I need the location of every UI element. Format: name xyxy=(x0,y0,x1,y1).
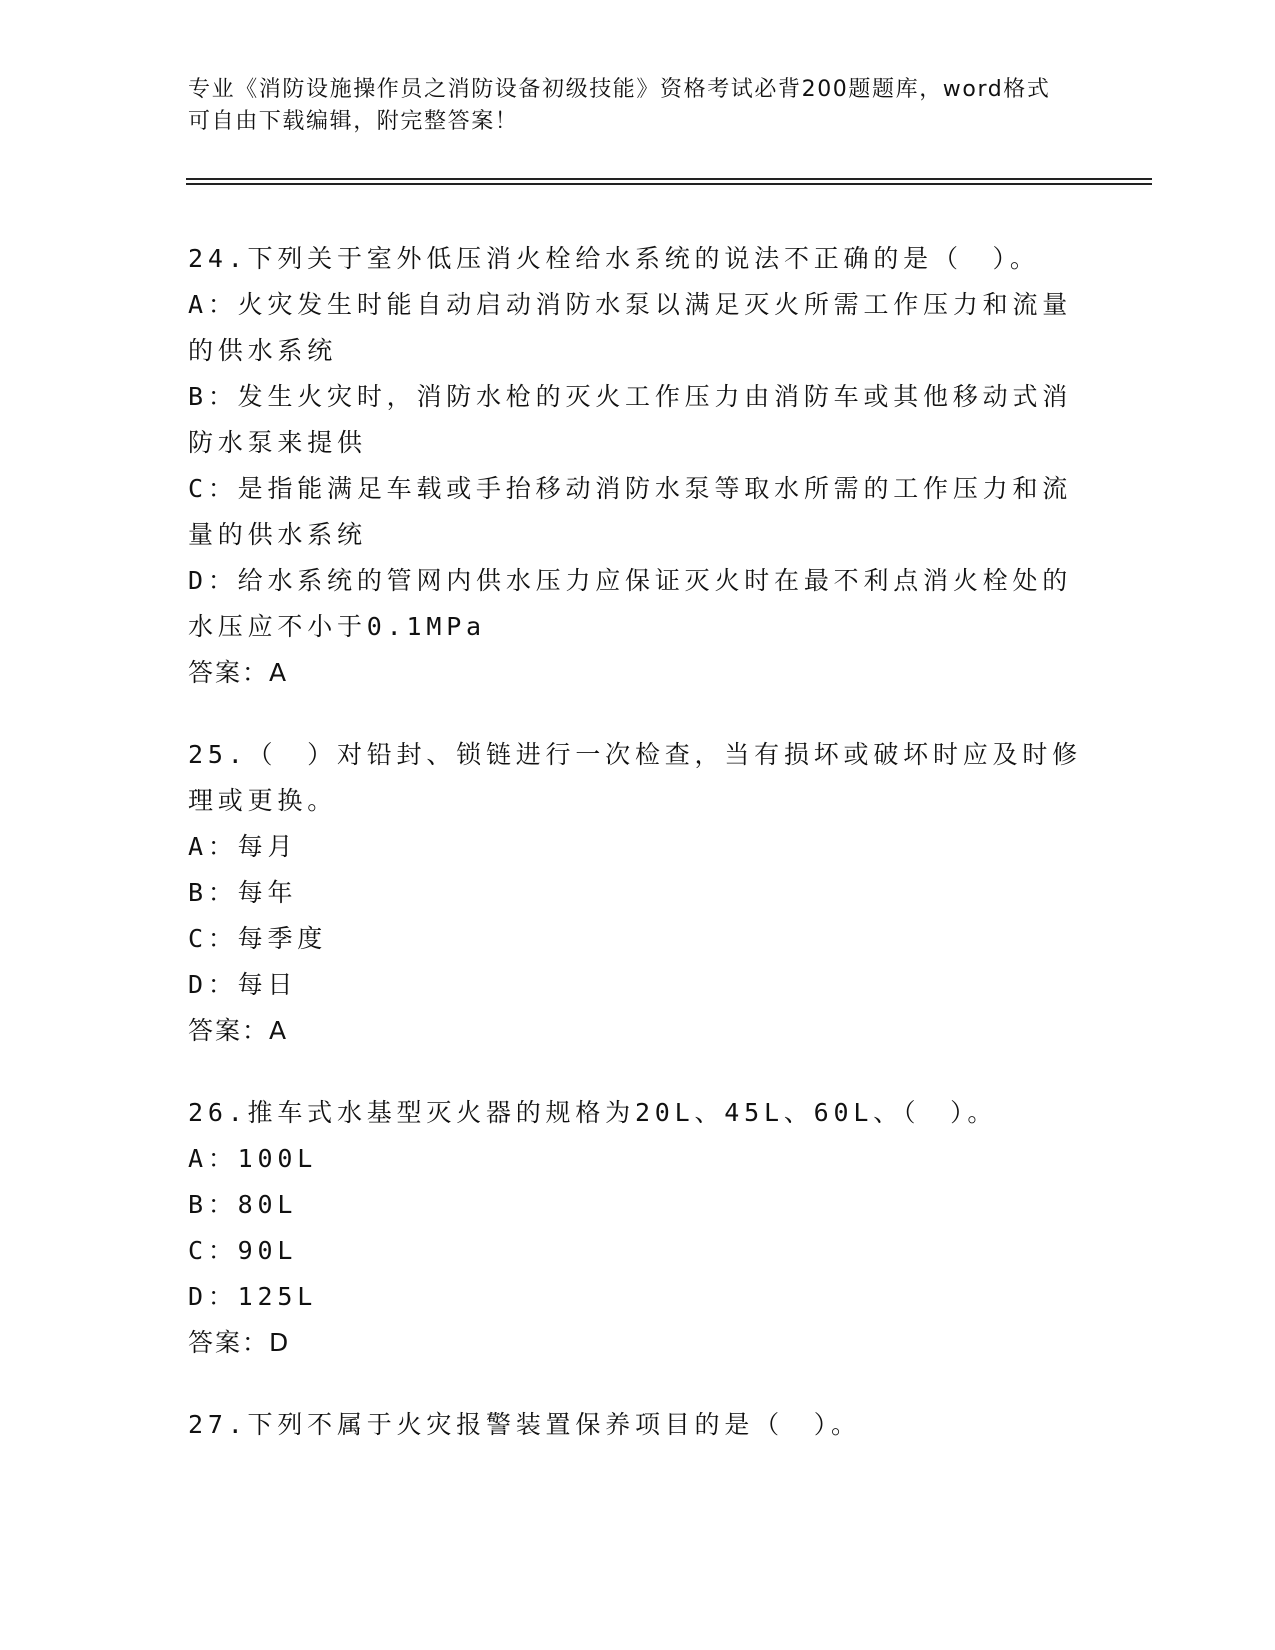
question-stem: 27.下列不属于火灾报警装置保养项目的是（ ）。 xyxy=(188,1410,861,1439)
option-b: B：发生火灾时，消防水枪的灭火工作压力由消防车或其他移动式消防水泵来提供 xyxy=(188,382,1073,457)
option-b: B：80L xyxy=(188,1190,298,1219)
question-27 xyxy=(188,1402,1088,1448)
question-stem: 26.推车式水基型灭火器的规格为20L、45L、60L、（ ）。 xyxy=(188,1098,998,1127)
option-b: B：每年 xyxy=(188,878,298,907)
answer-text: 答案：A xyxy=(188,1016,289,1045)
question-24 xyxy=(188,236,1088,696)
option-a: A：每月 xyxy=(188,832,298,861)
option-c: C：90L xyxy=(188,1236,298,1265)
option-d: D：每日 xyxy=(188,970,298,999)
question-stem: 24.下列关于室外低压消火栓给水系统的说法不正确的是（ ）。 xyxy=(188,244,1040,273)
question-26 xyxy=(188,1090,1088,1366)
header-divider-top xyxy=(186,178,1152,180)
option-a: A：100L xyxy=(188,1144,318,1173)
answer-text: 答案：A xyxy=(188,658,289,687)
header-divider-bottom xyxy=(186,183,1152,185)
document-header: 专业《消防设施操作员之消防设备初级技能》资格考试必背200题题库，word格式可自由下载编辑，附完整答案！ xyxy=(188,77,1051,134)
answer-text: 答案：D xyxy=(188,1328,291,1357)
question-25 xyxy=(188,732,1088,1054)
option-d: D：给水系统的管网内供水压力应保证灭火时在最不利点消火栓处的水压应不小于0.1MPa xyxy=(188,566,1073,641)
question-stem: 25.（ ）对铅封、锁链进行一次检查，当有损坏或破坏时应及时修理或更换。 xyxy=(188,740,1082,815)
question-list xyxy=(188,236,1088,1484)
option-c: C：是指能满足车载或手抬移动消防水泵等取水所需的工作压力和流量的供水系统 xyxy=(188,474,1073,549)
option-a: A：火灾发生时能自动启动消防水泵以满足灭火所需工作压力和流量的供水系统 xyxy=(188,290,1073,365)
option-c: C：每季度 xyxy=(188,924,328,953)
option-d: D：125L xyxy=(188,1282,318,1311)
